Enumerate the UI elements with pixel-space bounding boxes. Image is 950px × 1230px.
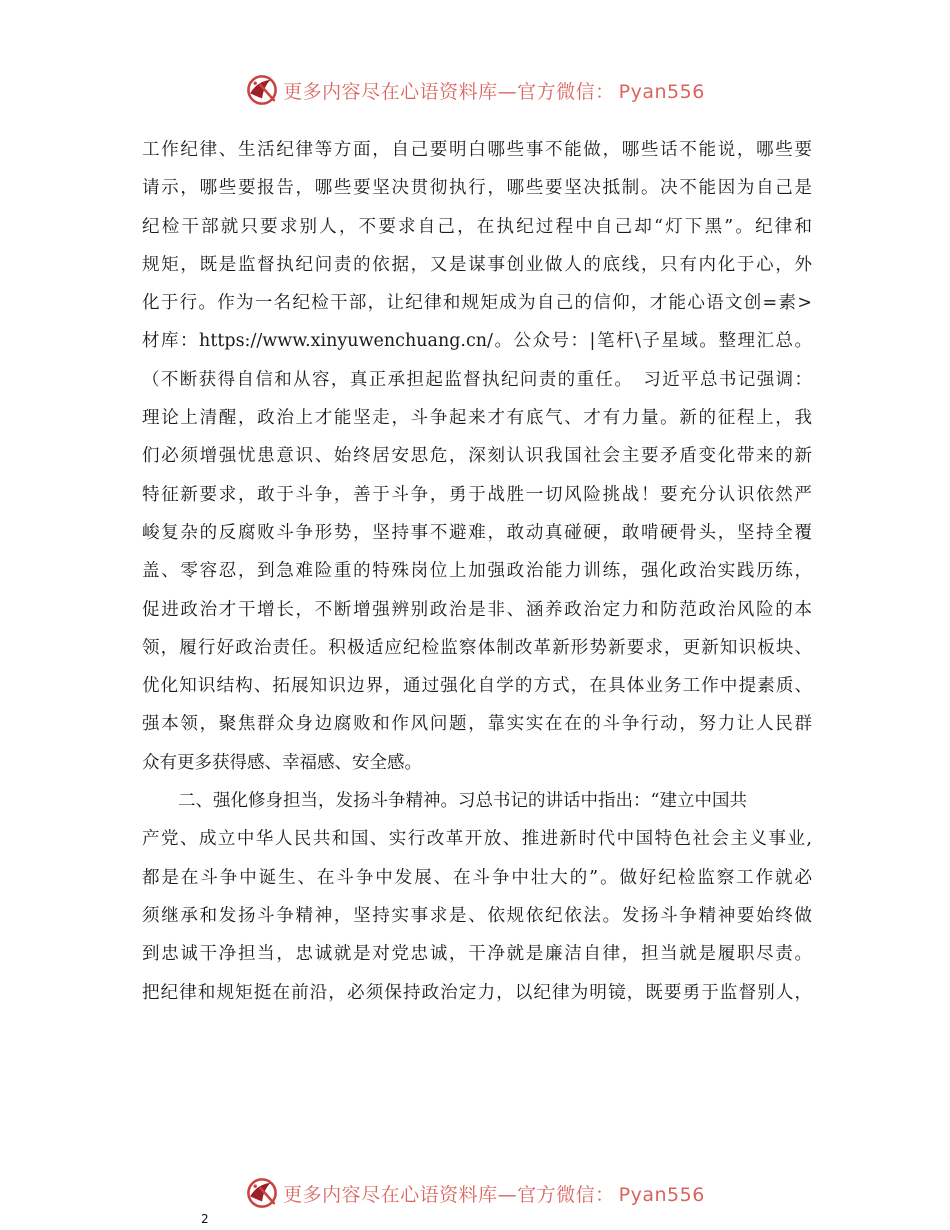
document-body bbox=[142, 131, 812, 1012]
body-line: 到忠诚干净担当，忠诚就是对党忠诚，干净就是廉洁自律，担当就是履职尽责。 bbox=[142, 944, 812, 965]
body-line: 们必须增强忧患意识、始终居安思危，深刻认识我国社会主要矛盾变化带来的新 bbox=[142, 446, 812, 467]
body-line: 众有更多获得感、幸福感、安全感。 bbox=[142, 752, 422, 773]
brush-logo-icon bbox=[245, 1176, 279, 1210]
body-line: 强本领，聚焦群众身边腐败和作风问题，靠实实在在的斗争行动，努力让人民群 bbox=[142, 714, 812, 735]
body-line: 盖、零容忍，到急难险重的特殊岗位上加强政治能力训练，强化政治实践历练， bbox=[142, 561, 812, 582]
body-line: 材库：https://www.xinyuwenchuang.cn/。公众号：|笔杆\子星域。整理汇总。 bbox=[142, 331, 812, 352]
body-line: 规矩，既是监督执纪问责的依据，又是谋事创业做人的底线，只有内化于心，外 bbox=[142, 254, 812, 275]
body-line: 工作纪律、生活纪律等方面，自己要明白哪些事不能做，哪些话不能说，哪些要 bbox=[142, 140, 812, 160]
body-line: （不断获得自信和从容，真正承担起监督执纪问责的重任。 习近平总书记强调： bbox=[142, 369, 812, 390]
page-number: 2 bbox=[201, 1212, 209, 1226]
body-line: 请示，哪些要报告，哪些要坚决贯彻执行，哪些要坚决抵制。决不能因为自己是 bbox=[142, 178, 812, 199]
header-banner bbox=[0, 70, 950, 110]
body-line: 产党、成立中华人民共和国、实行改革开放、推进新时代中国特色社会主义事业, bbox=[142, 829, 812, 850]
body-line: 化于行。作为一名纪检干部，让纪律和规矩成为自己的信仰，才能心语文创=素> bbox=[142, 293, 812, 314]
header-banner-label: 更多内容尽在心语资料库—官方微信： bbox=[283, 80, 615, 103]
body-line: 优化知识结构、拓展知识边界，通过强化自学的方式，在具体业务工作中提素质、 bbox=[142, 676, 812, 697]
body-line: 峻复杂的反腐败斗争形势，坚持事不避难，敢动真碰硬，敢啃硬骨头，坚持全覆 bbox=[142, 522, 812, 543]
body-line: 把纪律和规矩挺在前沿，必须保持政治定力，以纪律为明镜，既要勇于监督别人， bbox=[142, 982, 812, 1003]
brush-logo-icon bbox=[245, 73, 279, 107]
body-line: 理论上清醒，政治上才能坚走，斗争起来才有底气、才有力量。新的征程上，我 bbox=[142, 408, 812, 429]
body-line: 领，履行好政治责任。积极适应纪检监察体制改革新形势新要求，更新知识板块、 bbox=[142, 637, 812, 658]
section-heading-line: 二、强化修身担当，发扬斗争精神。习总书记的讲话中指出：“建立中国共 bbox=[178, 791, 747, 812]
header-banner-text bbox=[283, 77, 705, 104]
header-wechat-id: Pyan556 bbox=[618, 80, 705, 103]
footer-banner-label: 更多内容尽在心语资料库—官方微信： bbox=[283, 1183, 615, 1206]
body-line: 须继承和发扬斗争精神，坚持实事求是、依规依纪依法。发扬斗争精神要始终做 bbox=[142, 905, 812, 926]
footer-banner bbox=[0, 1173, 950, 1213]
body-line: 特征新要求，敢于斗争，善于斗争，勇于战胜一切风险挑战！要充分认识依然严 bbox=[142, 484, 812, 505]
body-line: 都是在斗争中诞生、在斗争中发展、在斗争中壮大的”。做好纪检监察工作就必 bbox=[142, 867, 812, 888]
footer-wechat-id: Pyan556 bbox=[618, 1183, 705, 1206]
body-line: 促进政治才干增长，不断增强辨别政治是非、涵养政治定力和防范政治风险的本 bbox=[142, 599, 812, 620]
body-line: 纪检干部就只要求别人，不要求自己，在执纪过程中自己却“灯下黑”。纪律和 bbox=[142, 216, 812, 237]
footer-banner-text bbox=[283, 1180, 705, 1207]
